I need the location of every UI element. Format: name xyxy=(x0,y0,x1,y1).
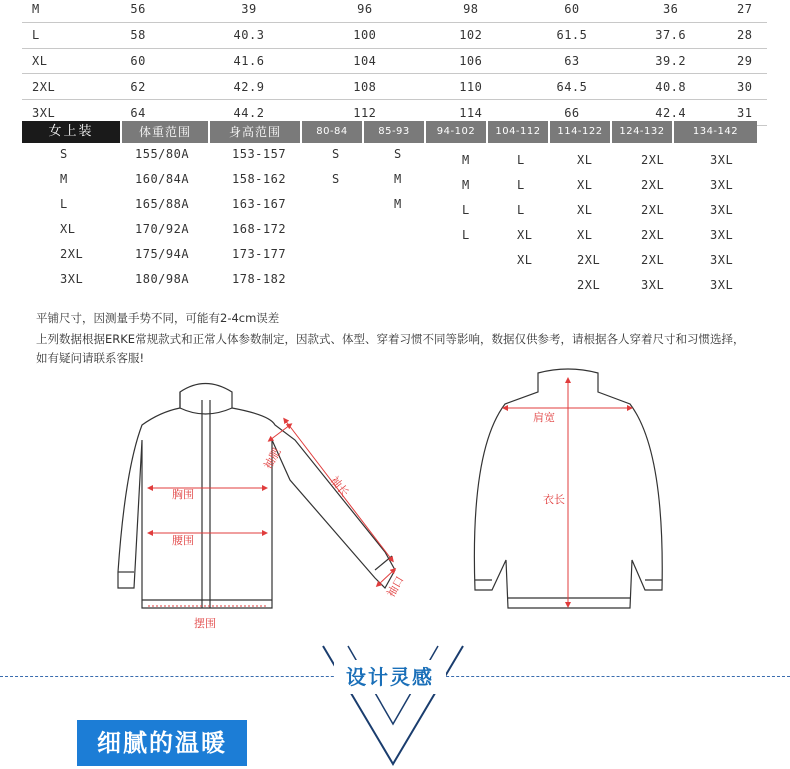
women-size-value: L xyxy=(462,203,470,217)
men-size-label: XL xyxy=(22,48,91,74)
women-size-value: XL xyxy=(517,228,533,242)
women-size-value: 158-162 xyxy=(232,172,287,186)
women-size-value: M xyxy=(394,197,402,211)
women-size-value: 2XL xyxy=(641,178,665,192)
label-hem: 摆围 xyxy=(194,617,216,630)
men-size-value: 64 xyxy=(91,100,185,126)
women-size-value: 2XL xyxy=(641,228,665,242)
men-size-value: 62 xyxy=(91,74,185,100)
header-size-94-102: 94-102 xyxy=(426,121,488,143)
men-size-value: 96 xyxy=(313,0,417,22)
note-contact-service: 如有疑问请联系客服! xyxy=(36,351,145,365)
women-size-value: 2XL xyxy=(577,253,601,267)
women-size-value: M xyxy=(462,153,470,167)
women-size-value: 170/92A xyxy=(135,222,190,236)
men-table-row xyxy=(22,22,767,48)
women-size-value: XL xyxy=(577,203,593,217)
men-size-value: 63 xyxy=(525,48,619,74)
note-measure-error: 平铺尺寸，因测量手势不同，可能有2-4cm误差 xyxy=(36,311,280,325)
women-size-table xyxy=(22,145,767,295)
women-size-value: 3XL xyxy=(710,178,734,192)
men-size-label: 3XL xyxy=(22,100,91,126)
label-shoulder: 肩宽 xyxy=(533,411,555,424)
women-size-value: M xyxy=(394,172,402,186)
women-size-value: 3XL xyxy=(710,278,734,292)
women-size-value: 2XL xyxy=(577,278,601,292)
section-title-design-inspiration: 设计灵感 xyxy=(334,660,446,694)
women-size-value: S xyxy=(394,147,402,161)
men-size-value: 30 xyxy=(723,74,768,100)
women-size-value: 165/88A xyxy=(135,197,190,211)
men-size-value: 36 xyxy=(619,0,723,22)
women-size-value: XL xyxy=(577,178,593,192)
women-size-label: XL xyxy=(60,222,76,236)
women-size-value: L xyxy=(462,228,470,242)
men-size-value: 110 xyxy=(417,74,525,100)
women-size-value: 175/94A xyxy=(135,247,190,261)
label-body-length: 衣长 xyxy=(543,493,565,506)
men-size-label: L xyxy=(22,22,91,48)
women-size-value: L xyxy=(517,178,525,192)
men-size-value: 28 xyxy=(723,22,768,48)
men-size-value: 42.9 xyxy=(185,74,313,100)
men-size-value: 39 xyxy=(185,0,313,22)
women-size-label: 3XL xyxy=(60,272,84,286)
men-size-value: 61.5 xyxy=(525,22,619,48)
women-size-value: 155/80A xyxy=(135,147,190,161)
header-size-80-84: 80-84 xyxy=(302,121,364,143)
women-size-label: L xyxy=(60,197,68,211)
header-size-104-112: 104-112 xyxy=(488,121,550,143)
men-size-value: 44.2 xyxy=(185,100,313,126)
men-size-value: 104 xyxy=(313,48,417,74)
men-size-value: 114 xyxy=(417,100,525,126)
men-size-value: 108 xyxy=(313,74,417,100)
header-weight-range: 体重范围 xyxy=(122,121,210,143)
men-size-value: 98 xyxy=(417,0,525,22)
measurement-diagrams xyxy=(0,355,790,640)
women-size-value: 160/84A xyxy=(135,172,190,186)
women-size-value: XL xyxy=(577,153,593,167)
men-size-value: 39.2 xyxy=(619,48,723,74)
women-size-label: S xyxy=(60,147,68,161)
men-size-label: M xyxy=(22,0,91,22)
header-women-top: 女上装 xyxy=(22,121,122,143)
women-size-value: S xyxy=(332,147,340,161)
women-size-value: L xyxy=(517,153,525,167)
women-size-header xyxy=(22,121,767,143)
women-size-value: XL xyxy=(517,253,533,267)
women-size-value: 178-182 xyxy=(232,272,287,286)
men-size-table xyxy=(22,0,767,126)
header-size-124-132: 124-132 xyxy=(612,121,674,143)
header-size-85-93: 85-93 xyxy=(364,121,426,143)
men-size-value: 56 xyxy=(91,0,185,22)
men-size-value: 58 xyxy=(91,22,185,48)
men-size-value: 100 xyxy=(313,22,417,48)
men-table-row xyxy=(22,0,767,22)
men-size-value: 42.4 xyxy=(619,100,723,126)
women-size-value: 2XL xyxy=(641,153,665,167)
men-size-value: 29 xyxy=(723,48,768,74)
men-size-value: 40.8 xyxy=(619,74,723,100)
men-size-value: 41.6 xyxy=(185,48,313,74)
women-size-value: M xyxy=(462,178,470,192)
men-size-value: 102 xyxy=(417,22,525,48)
women-size-value: 173-177 xyxy=(232,247,287,261)
men-size-value: 27 xyxy=(723,0,768,22)
men-size-value: 112 xyxy=(313,100,417,126)
men-table-row xyxy=(22,74,767,100)
women-size-value: XL xyxy=(577,228,593,242)
men-size-value: 60 xyxy=(525,0,619,22)
men-size-value: 60 xyxy=(91,48,185,74)
women-size-value: S xyxy=(332,172,340,186)
men-size-value: 66 xyxy=(525,100,619,126)
label-waist: 腰围 xyxy=(172,534,194,547)
men-size-value: 31 xyxy=(723,100,768,126)
women-size-value: 3XL xyxy=(710,203,734,217)
women-size-value: 3XL xyxy=(710,253,734,267)
men-size-value: 64.5 xyxy=(525,74,619,100)
header-size-134-142: 134-142 xyxy=(674,121,757,143)
feature-ribbon: 细腻的温暖 xyxy=(77,720,247,766)
women-size-value: L xyxy=(517,203,525,217)
women-size-value: 3XL xyxy=(710,228,734,242)
women-size-value: 3XL xyxy=(710,153,734,167)
note-data-basis: 上列数据根据ERKE常规款式和正常人体参数制定，因款式、体型、穿着习惯不同等影响，数据仅供参考，请根据各人穿着尺寸和习惯选择， xyxy=(36,332,745,346)
label-sleeve-length: 袖长 xyxy=(327,473,352,500)
header-size-114-122: 114-122 xyxy=(550,121,612,143)
label-cuff: 袖口 xyxy=(384,573,407,600)
men-size-label: 2XL xyxy=(22,74,91,100)
label-sleeve-width: 袖肥 xyxy=(261,445,284,472)
women-size-value: 153-157 xyxy=(232,147,287,161)
women-size-value: 2XL xyxy=(641,203,665,217)
women-size-value: 2XL xyxy=(641,253,665,267)
women-size-value: 180/98A xyxy=(135,272,190,286)
women-size-value: 163-167 xyxy=(232,197,287,211)
front-jacket-diagram xyxy=(118,384,395,609)
women-size-label: 2XL xyxy=(60,247,84,261)
women-size-value: 3XL xyxy=(641,278,665,292)
men-size-value: 37.6 xyxy=(619,22,723,48)
label-chest: 胸围 xyxy=(172,488,194,501)
women-size-label: M xyxy=(60,172,68,186)
women-size-value: 168-172 xyxy=(232,222,287,236)
men-table-row xyxy=(22,48,767,74)
men-size-value: 106 xyxy=(417,48,525,74)
header-height-range: 身高范围 xyxy=(210,121,302,143)
men-size-value: 40.3 xyxy=(185,22,313,48)
